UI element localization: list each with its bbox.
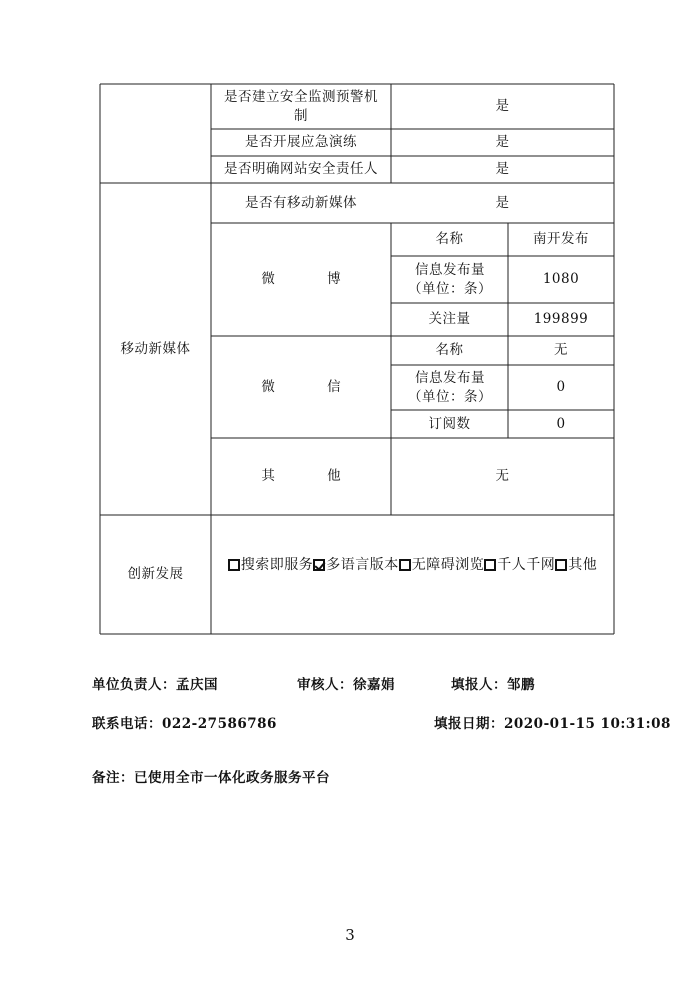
weibo-name-label: 名称: [435, 231, 464, 247]
page-number: 3: [345, 926, 355, 944]
wechat-name-label: 名称: [435, 342, 464, 358]
innovation-option[interactable]: [484, 556, 555, 575]
empty-box-icon[interactable]: [228, 559, 240, 571]
empty-box-icon[interactable]: [484, 559, 496, 571]
innovation-option-label: 多语言版本: [326, 556, 399, 573]
innovation-checkbox-group: [228, 556, 598, 575]
remark-note: 备注：已使用全市一体化政务服务平台: [92, 770, 330, 786]
monitor-label: 是否建立安全监测预警机制: [224, 88, 378, 124]
reviewer: 审核人：徐嘉娟: [297, 677, 395, 693]
wechat-name-value: 无: [554, 342, 568, 358]
wechat-posts-label: 信息发布量（单位：条）: [408, 369, 492, 405]
wechat-sub-value: 0: [556, 415, 566, 432]
innovation-option[interactable]: [555, 556, 597, 575]
innovation-label: 创新发展: [127, 566, 184, 582]
innovation-option[interactable]: [313, 556, 399, 575]
innovation-options: [211, 515, 614, 615]
innovation-option-label: 无障碍浏览: [411, 556, 485, 573]
other-label: [211, 438, 391, 515]
wechat-label: [211, 336, 391, 438]
fill-date: 填报日期：2020-01-15 10:31:08: [434, 716, 671, 732]
innovation-option[interactable]: [399, 556, 485, 575]
mobile-has-value: 是: [495, 194, 510, 211]
contact-phone: 联系电话：022-27586786: [92, 716, 277, 732]
empty-box-icon[interactable]: [555, 559, 567, 571]
mobile-section-label: 移动新媒体: [120, 340, 191, 357]
weibo-name-value: 南开发布: [533, 231, 589, 247]
drill-label: 是否开展应急演练: [245, 134, 357, 150]
other-label-text: 其 他: [261, 468, 365, 484]
innovation-option-label: 其他: [568, 556, 598, 573]
weibo-label-text: 微 博: [261, 271, 365, 287]
weibo-label: [211, 223, 391, 336]
monitor-value: 是: [495, 98, 510, 114]
responsible-label: 是否明确网站安全责任人: [224, 161, 378, 177]
wechat-sub-label: 订阅数: [428, 415, 471, 432]
checked-box-icon[interactable]: [313, 559, 325, 571]
innovation-option-label: 千人千网: [497, 556, 556, 573]
weibo-follow-label: 关注量: [428, 311, 471, 327]
wechat-posts-value: 0: [556, 379, 566, 395]
weibo-follow-value: 199899: [533, 311, 589, 327]
innovation-option-label: 搜索即服务: [240, 556, 314, 573]
filler: 填报人：邹鹏: [451, 677, 535, 693]
drill-value: 是: [495, 134, 510, 150]
weibo-posts-label: 信息发布量（单位：条）: [408, 261, 492, 297]
mobile-has-label: 是否有移动新媒体: [245, 194, 357, 211]
responsible-value: 是: [495, 161, 510, 177]
other-value: 无: [495, 468, 510, 484]
empty-box-icon[interactable]: [399, 559, 411, 571]
unit-head: 单位负责人：孟庆国: [92, 677, 218, 693]
wechat-label-text: 微 信: [261, 378, 365, 395]
weibo-posts-value: 1080: [542, 271, 580, 287]
innovation-option[interactable]: [228, 556, 314, 575]
